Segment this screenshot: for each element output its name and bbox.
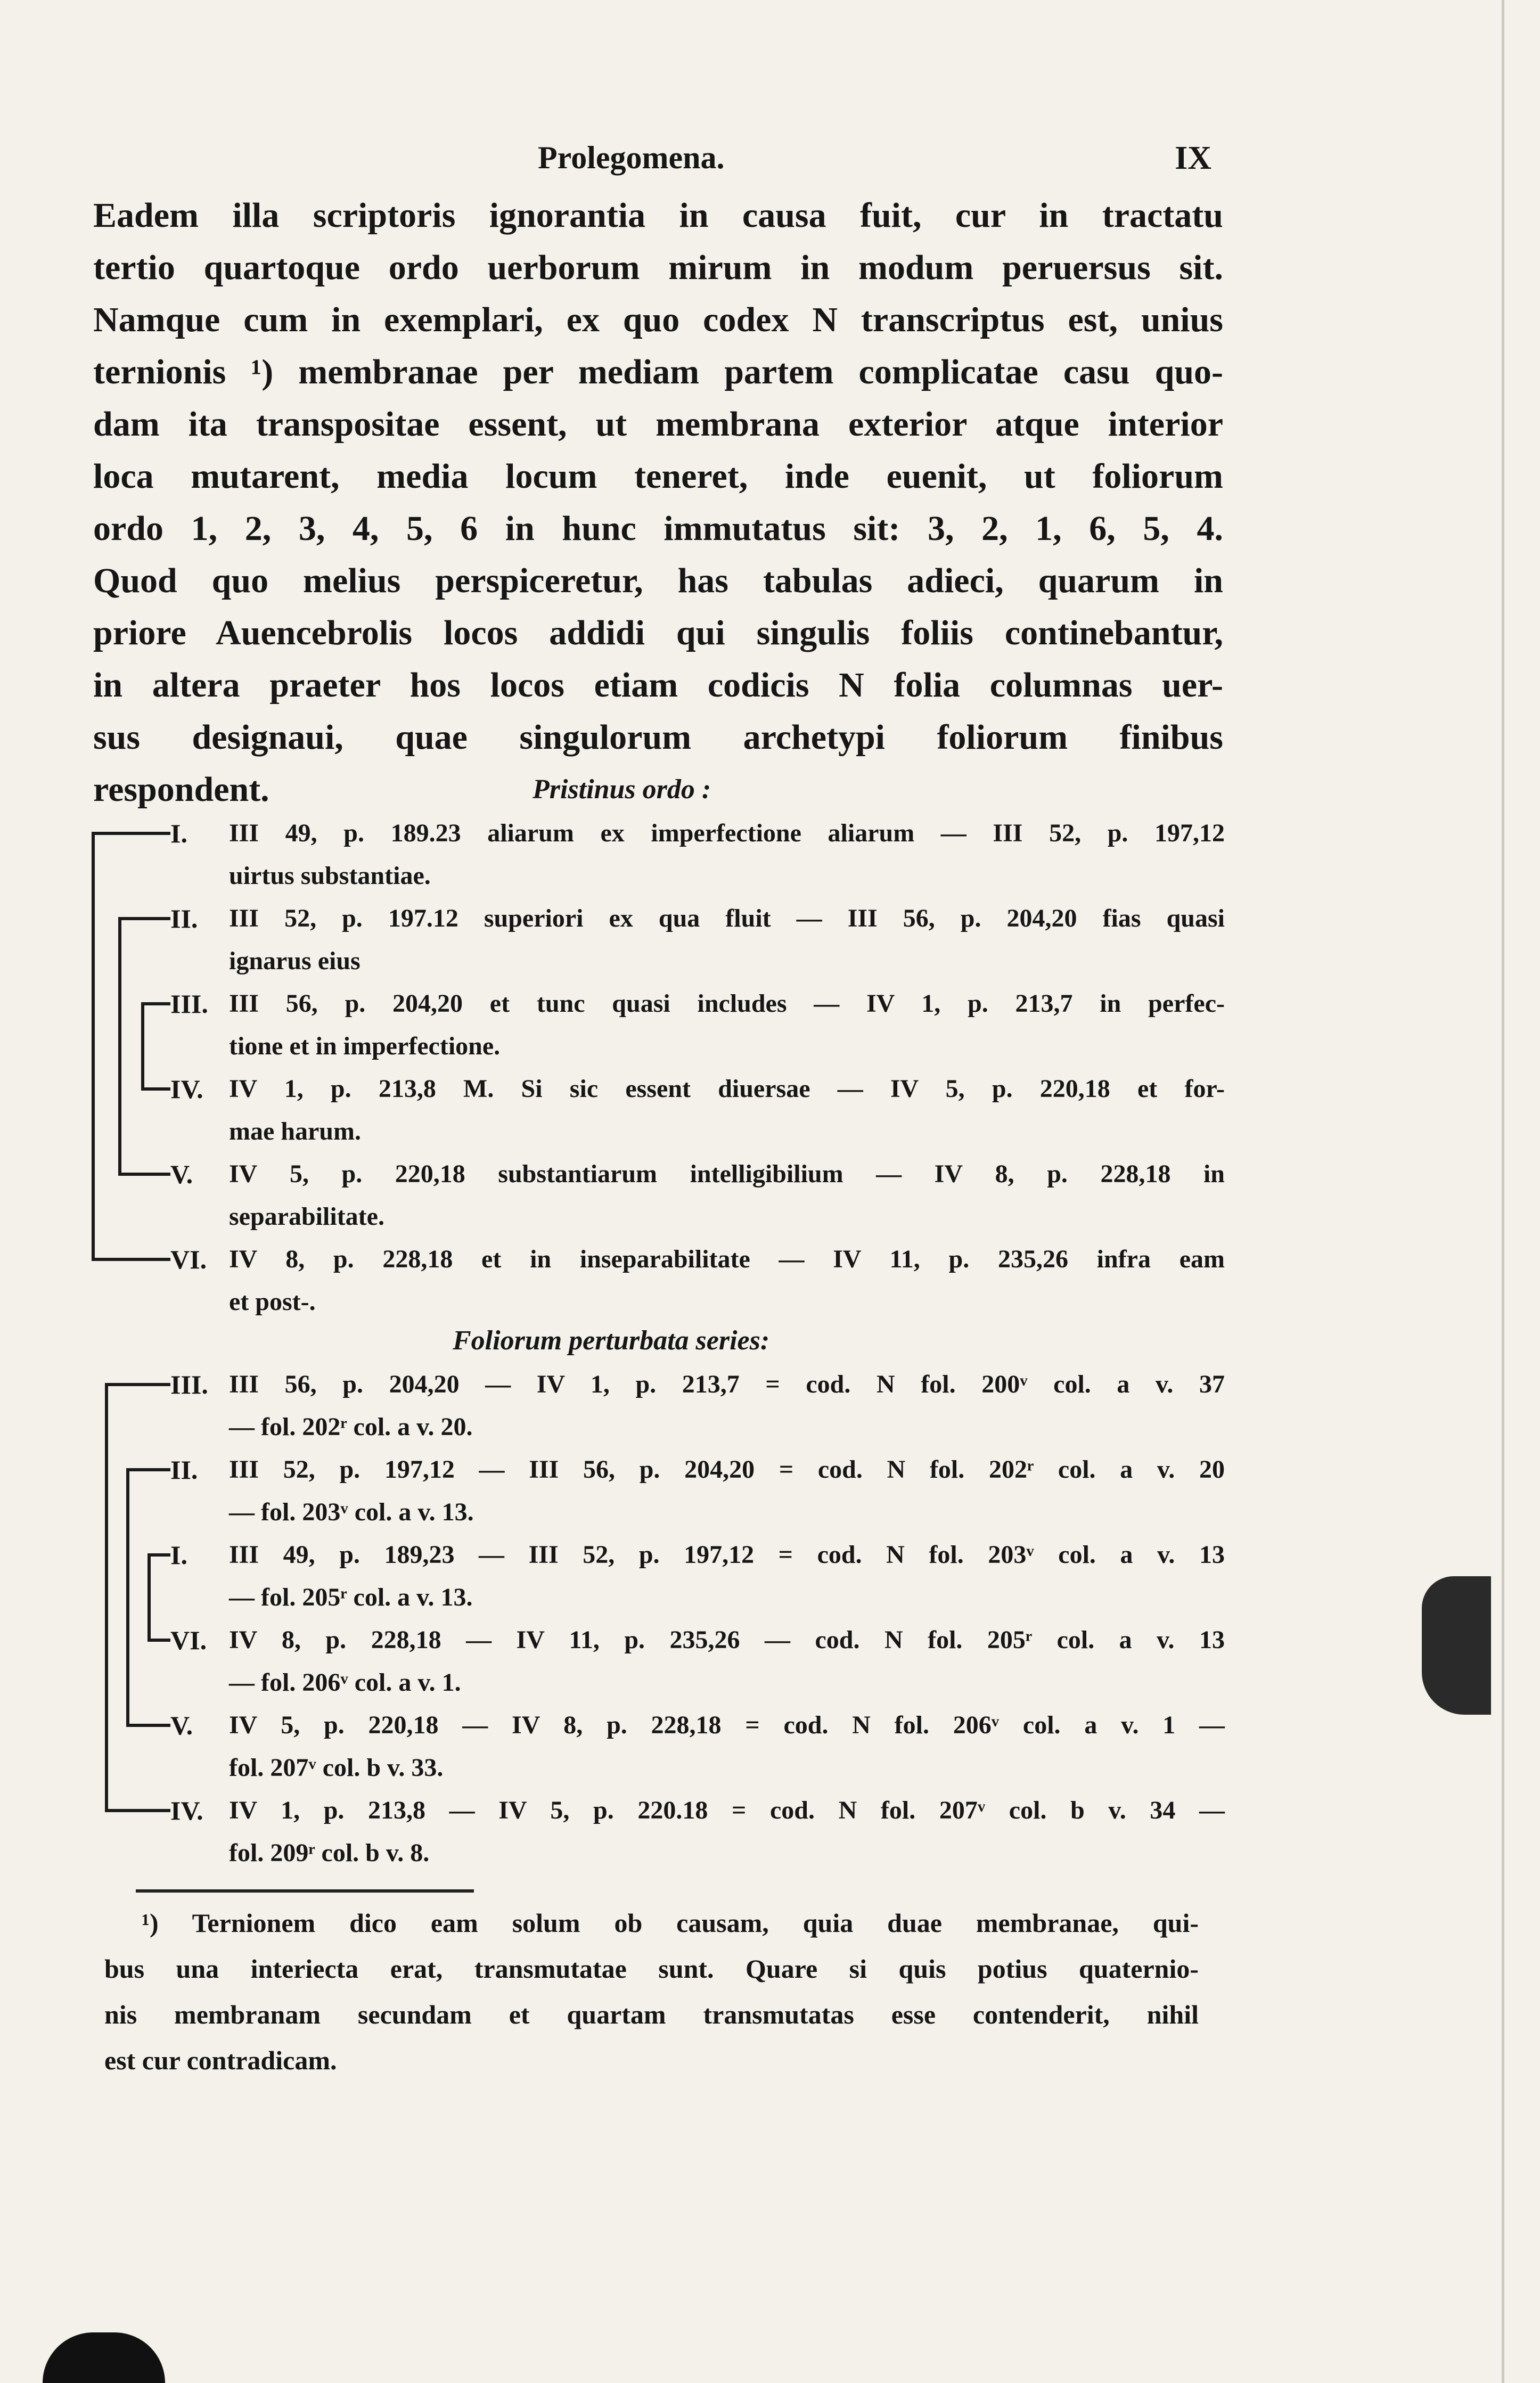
row-numeral: I. — [170, 818, 187, 848]
table1-heading: Pristinus ordo : — [533, 774, 711, 805]
row-line: IV 1, p. 213,8 M. Si sic essent diuersae — IV 5, p. 220,18 et for- — [229, 1075, 1225, 1103]
footnote-line: nis membranam secundam et quartam transmutatas esse contenderit, nihil — [104, 2000, 1199, 2029]
table2 — [170, 1363, 1225, 1874]
row-line: III 56, p. 204,20 et tunc quasi includes — IV 1, p. 213,7 in perfec- — [229, 989, 1225, 1018]
table2-row — [170, 1363, 1225, 1448]
paragraph-line: tertio quartoque ordo uerborum mirum in modum peruersus sit. — [93, 248, 1223, 287]
page-edge-shadow — [1502, 0, 1504, 2383]
row-line: tione et in imperfectione. — [229, 1032, 501, 1060]
row-numeral: V. — [170, 1159, 193, 1189]
table2-row — [170, 1619, 1225, 1704]
row-line: III 49, p. 189.23 aliarum ex imperfectione aliarum — III 52, p. 197,12 — [229, 819, 1225, 847]
footnote-marker: ¹) — [142, 1908, 159, 1938]
running-head — [93, 140, 1211, 177]
paragraph-line: in altera praeter hos locos etiam codicis N folia columnas uer- — [93, 666, 1223, 705]
row-line: III 49, p. 189,23 — III 52, p. 197,12 = cod. N fol. 203ᵛ col. a v. 13 — [229, 1541, 1225, 1569]
row-numeral: VI. — [170, 1625, 207, 1655]
row-line: — fol. 202ʳ col. a v. 20. — [229, 1413, 473, 1441]
paragraph-line: Namque cum in exemplari, ex quo codex N transcriptus est, unius — [93, 300, 1223, 339]
row-line: uirtus substantiae. — [229, 862, 431, 890]
row-line: et post-. — [229, 1288, 316, 1316]
row-line: mae harum. — [229, 1117, 361, 1145]
row-line: IV 8, p. 228,18 et in inseparabilitate — IV 11, p. 235,26 infra eam — [229, 1245, 1225, 1273]
row-numeral: III. — [170, 989, 208, 1019]
paragraph-line: loca mutarent, media locum teneret, inde euenit, ut foliorum — [93, 457, 1223, 496]
table1-row — [170, 1068, 1225, 1153]
corner-ink-blot — [43, 2332, 165, 2383]
table2-row — [170, 1704, 1225, 1789]
table1-row — [170, 812, 1225, 897]
footnote-line: bus una interiecta erat, transmutatae sunt. Quare si quis potius quaternio- — [104, 1954, 1199, 1984]
row-numeral: II. — [170, 1455, 198, 1485]
table1-row — [170, 1153, 1225, 1238]
row-line: — fol. 206ᵛ col. a v. 1. — [229, 1668, 461, 1697]
footnote-line — [104, 1900, 1199, 1946]
row-line: separabilitate. — [229, 1202, 384, 1231]
paragraph-line: dam ita transpositae essent, ut membrana exterior atque interior — [93, 405, 1223, 444]
table2-row — [170, 1448, 1225, 1534]
paragraph-line: ordo 1, 2, 3, 4, 5, 6 in hunc immutatus sit: 3, 2, 1, 6, 5, 4. — [93, 509, 1223, 548]
row-line: III 56, p. 204,20 — IV 1, p. 213,7 = cod. N fol. 200ᵛ col. a v. 37 — [229, 1370, 1225, 1398]
paragraph-line: Eadem illa scriptoris ignorantia in causa fuit, cur in tractatu — [93, 196, 1223, 235]
margin-ink-blot — [1422, 1576, 1491, 1715]
row-line: — fol. 203ᵛ col. a v. 13. — [229, 1498, 474, 1526]
row-line: fol. 207ᵛ col. b v. 33. — [229, 1754, 444, 1782]
row-numeral: IV. — [170, 1074, 203, 1104]
footnote-line: est cur contradicam. — [104, 2045, 337, 2075]
main-paragraph — [93, 190, 1223, 816]
row-numeral: I. — [170, 1540, 187, 1570]
row-line: IV 1, p. 213,8 — IV 5, p. 220.18 = cod. N fol. 207ᵛ col. b v. 34 — — [229, 1796, 1225, 1824]
footnote-rule — [136, 1889, 474, 1893]
row-line: III 52, p. 197,12 — III 56, p. 204,20 = cod. N fol. 202ʳ col. a v. 20 — [229, 1455, 1225, 1484]
paragraph-line: Quod quo melius perspiceretur, has tabulas adieci, quarum in — [93, 561, 1223, 600]
table1-row — [170, 982, 1225, 1068]
paragraph-line: priore Auencebrolis locos addidi qui singulis foliis continebantur, — [93, 613, 1223, 652]
row-numeral: III. — [170, 1370, 208, 1399]
row-numeral: IV. — [170, 1796, 203, 1825]
table2-row — [170, 1534, 1225, 1619]
row-line: ignarus eius — [229, 947, 361, 975]
row-line: fol. 209ʳ col. b v. 8. — [229, 1839, 430, 1867]
row-line: — fol. 205ʳ col. a v. 13. — [229, 1583, 473, 1611]
row-numeral: VI. — [170, 1244, 207, 1274]
row-line: IV 5, p. 220,18 — IV 8, p. 228,18 = cod. N fol. 206ᵛ col. a v. 1 — — [229, 1711, 1225, 1739]
row-numeral: II. — [170, 904, 198, 933]
paragraph-line: ternionis ¹) membranae per mediam partem complicatae casu quo- — [93, 353, 1223, 391]
running-head-title: Prolegomena. — [538, 140, 725, 175]
table1-row — [170, 1238, 1225, 1323]
paragraph-line: respondent. — [93, 770, 269, 809]
page-number: IX — [1175, 140, 1211, 176]
row-line: IV 5, p. 220,18 substantiarum intelligibilium — IV 8, p. 228,18 in — [229, 1160, 1225, 1188]
row-line: III 52, p. 197.12 superiori ex qua fluit — III 56, p. 204,20 fias quasi — [229, 904, 1225, 932]
table1-row — [170, 897, 1225, 982]
footnote — [104, 1900, 1199, 2083]
table2-row — [170, 1789, 1225, 1874]
table2-heading: Foliorum perturbata series: — [453, 1325, 770, 1356]
footnote-text: Ternionem dico eam solum ob causam, quia duae membranae, qui- — [192, 1908, 1199, 1938]
row-numeral: V. — [170, 1710, 193, 1740]
paragraph-line: sus designaui, quae singulorum archetypi foliorum finibus — [93, 718, 1223, 757]
row-line: IV 8, p. 228,18 — IV 11, p. 235,26 — cod. N fol. 205ʳ col. a v. 13 — [229, 1626, 1225, 1654]
table1 — [170, 812, 1225, 1323]
